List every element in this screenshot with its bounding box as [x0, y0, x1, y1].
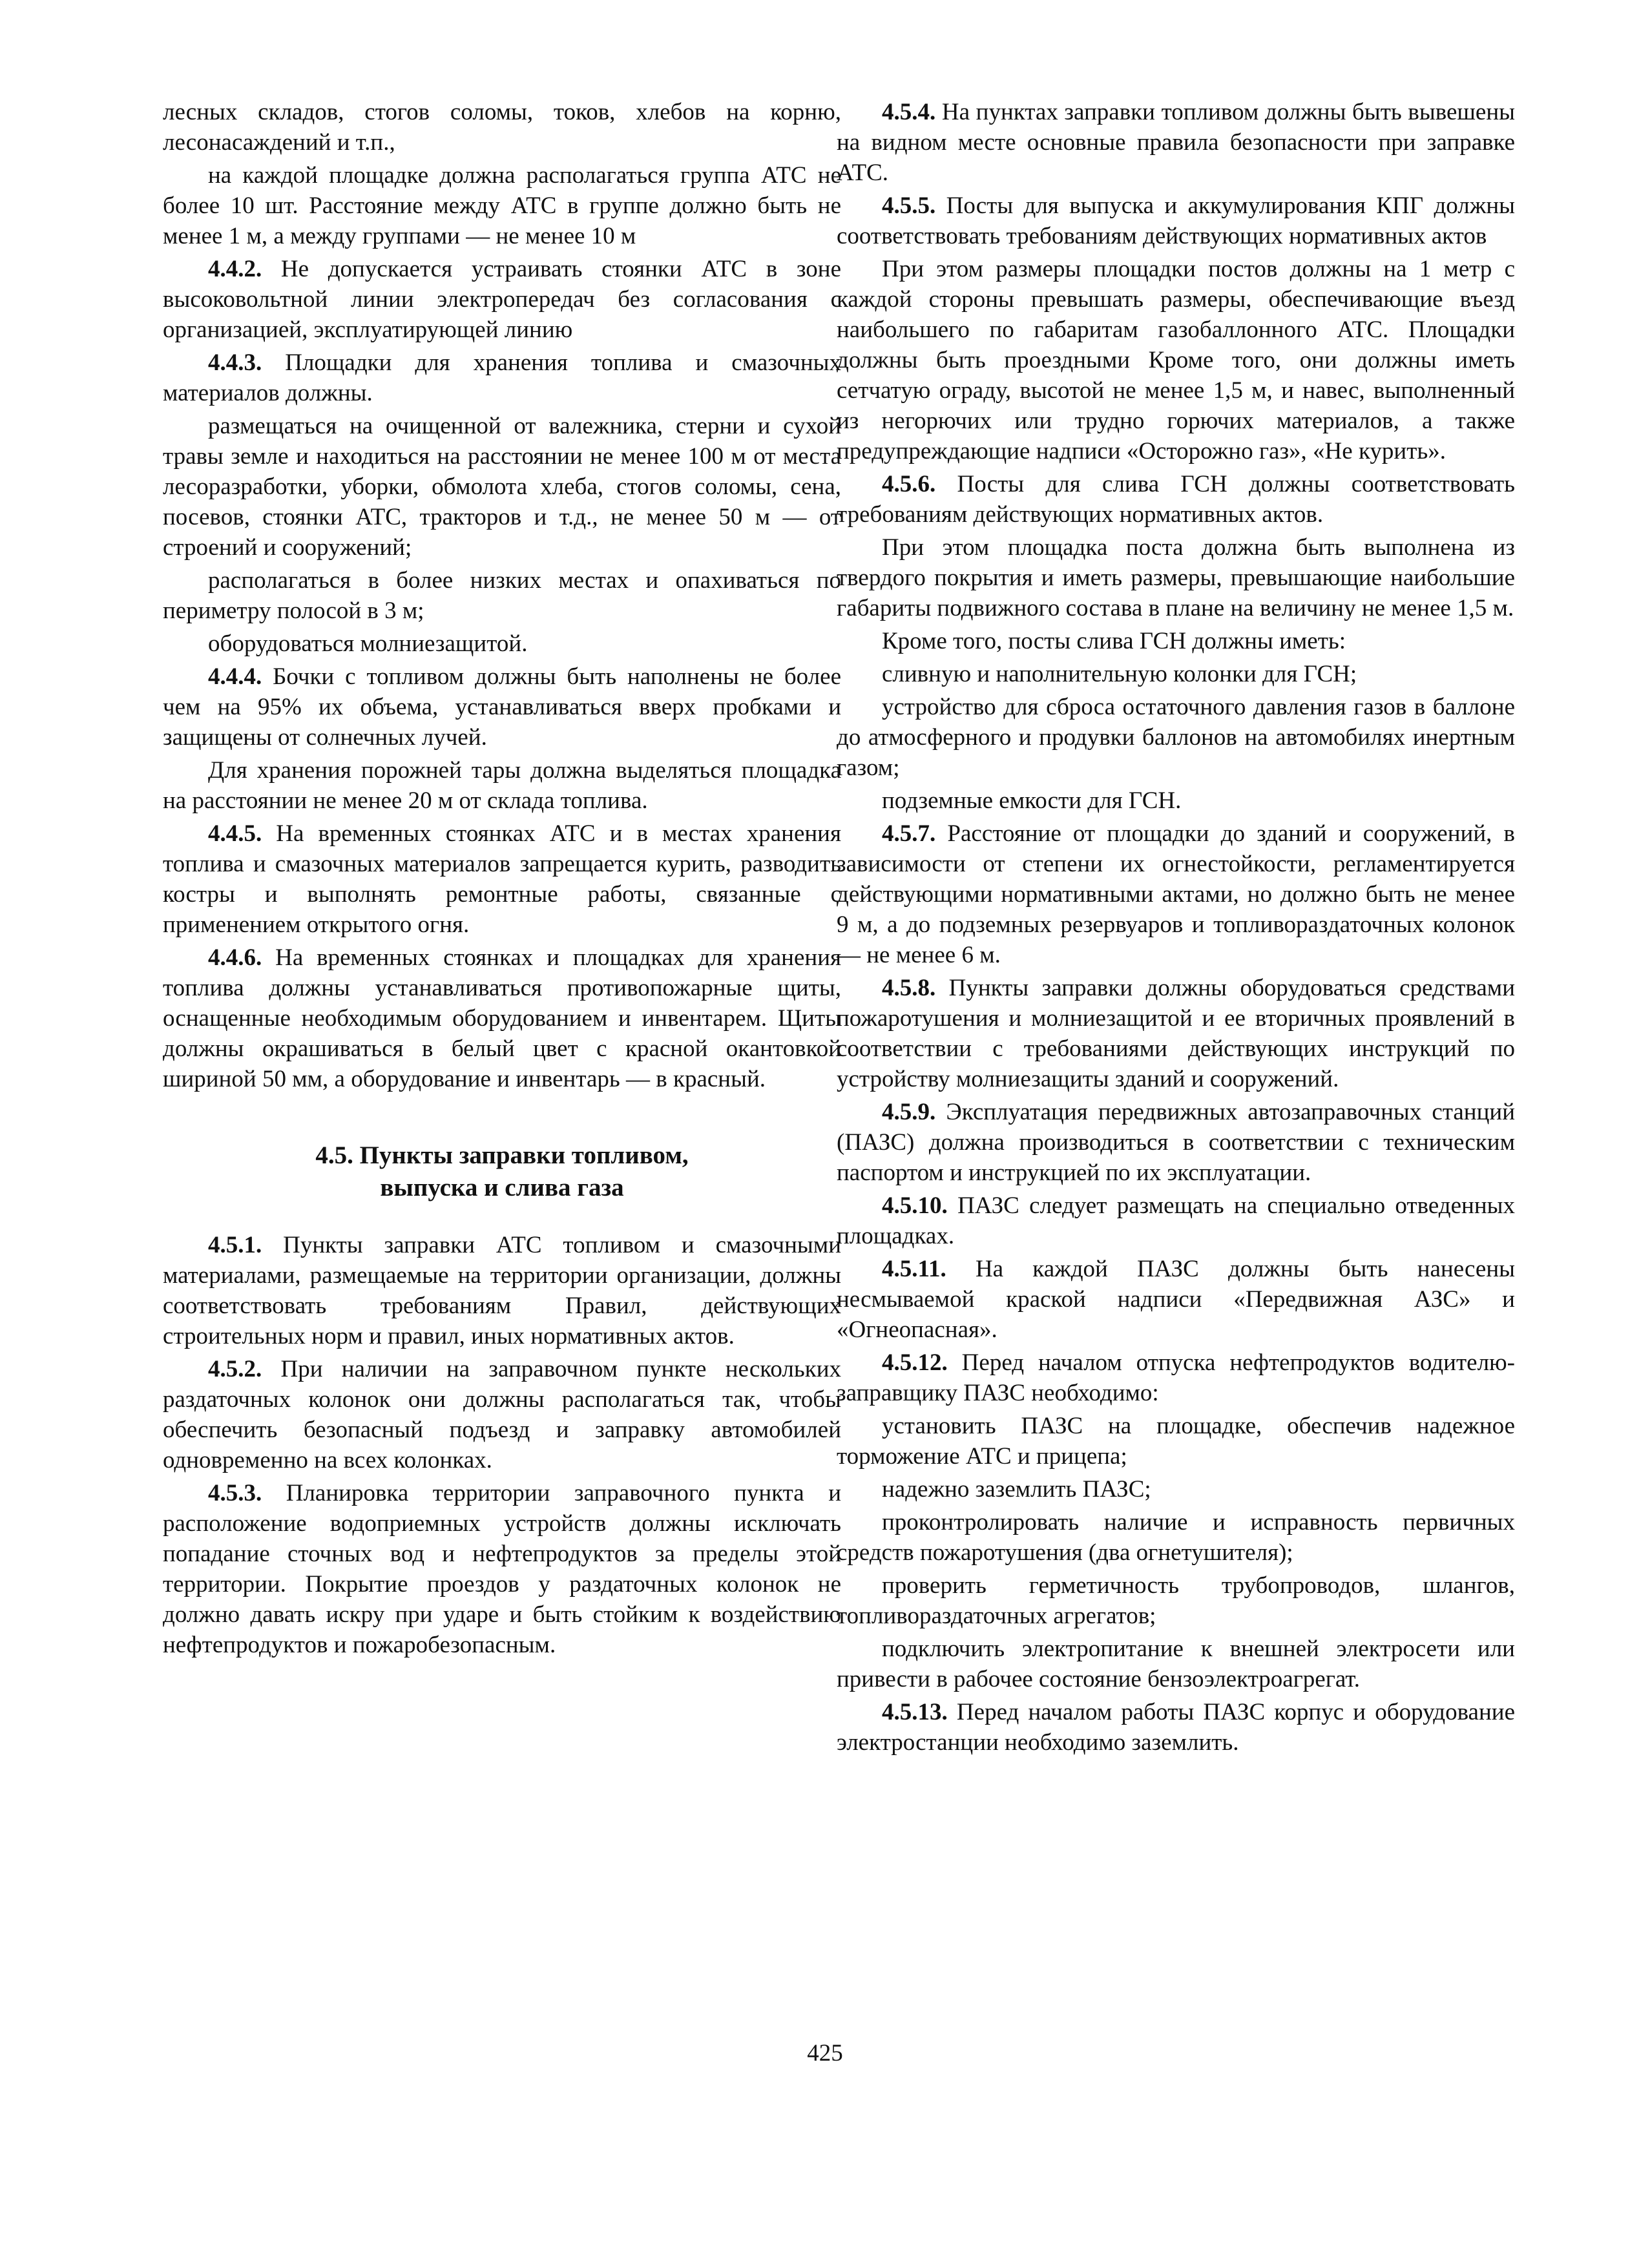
paragraph-text: Пункты заправки АТС топливом и смазочными материалами, размещаемые на территории организации, должны соответствовать требованиям Правил, действующих строительных норм и правил, иных нормативных актов. — [163, 1232, 841, 1349]
clause-number: 4.5.2. — [208, 1356, 262, 1382]
paragraph — [837, 1191, 1515, 1251]
paragraph — [837, 1097, 1515, 1188]
clause-number: 4.5.1. — [208, 1232, 262, 1258]
paragraph — [837, 1507, 1515, 1568]
paragraph — [837, 818, 1515, 970]
paragraph — [837, 659, 1515, 689]
paragraph-text: лесных складов, стогов соломы, токов, хлебов на корню, лесонасаждений и т.п., — [163, 99, 841, 156]
paragraph — [837, 97, 1515, 188]
paragraph-text: Посты для слива ГСН должны соответствовать требованиям действующих нормативных актов. — [837, 471, 1515, 528]
left-column — [163, 97, 841, 1663]
paragraph-text: Посты для выпуска и аккумулирования КПГ должны соответствовать требованиям действующих нормативных актов — [837, 192, 1515, 249]
paragraph-text: ПАЗС следует размещать на специально отведенных площадках. — [837, 1192, 1515, 1249]
paragraph-text: При наличии на заправочном пункте нескольких раздаточных колонок они должны располагаться так, чтобы обеспечить безопасный подъезд и заправку автомобилей одновременно на всех колонках. — [163, 1356, 841, 1473]
paragraph — [163, 97, 841, 158]
paragraph — [837, 1347, 1515, 1408]
paragraph — [163, 629, 841, 659]
paragraph — [837, 254, 1515, 466]
clause-number: 4.5.4. — [882, 99, 936, 125]
paragraph-text: проверить герметичность трубопроводов, шлангов, топливораздаточных агрегатов; — [837, 1572, 1515, 1629]
section-heading-line-2: выпуска и слива газа — [380, 1174, 624, 1202]
paragraph-text: При этом площадка поста должна быть выполнена из твердого покрытия и иметь размеры, превышающие наибольшие габариты подвижного состава в плане на величину не менее 1,5 м. — [837, 534, 1515, 621]
paragraph — [837, 1697, 1515, 1758]
section-heading-line-1: 4.5. Пункты заправки топливом, — [315, 1141, 689, 1169]
paragraph — [163, 818, 841, 940]
clause-number: 4.4.4. — [208, 663, 262, 690]
paragraph-text: сливную и наполнительную колонки для ГСН; — [882, 661, 1357, 687]
paragraph-text: устройство для сброса остаточного давления газов в баллоне до атмосферного и продувки баллонов на автомобилях инертным газом; — [837, 694, 1515, 781]
paragraph-text: На пунктах заправки топливом должны быть вывешены на видном месте основные правила безопасности при заправке АТС. — [837, 99, 1515, 186]
page-number: 425 — [807, 2040, 843, 2066]
clause-number: 4.5.12. — [882, 1349, 948, 1376]
paragraph — [163, 348, 841, 408]
paragraph-text: Площадки для хранения топлива и смазочных материалов должны. — [163, 349, 841, 406]
paragraph-text: установить ПАЗС на площадке, обеспечив надежное торможение АТС и прицепа; — [837, 1413, 1515, 1470]
paragraph-text: Планировка территории заправочного пункта и расположение водоприемных устройств должны исключать попадание сточных вод и нефтепродуктов за пределы этой территории. Покрытие проездов у раздаточных колонок не должно давать искру при ударе и быть стойким к воздействию нефтепродуктов и пожаробезопасным. — [163, 1480, 841, 1658]
paragraph — [837, 1634, 1515, 1694]
right-column — [837, 97, 1515, 1760]
paragraph — [837, 1474, 1515, 1504]
clause-number: 4.5.10. — [882, 1192, 948, 1219]
paragraph-text: Эксплуатация передвижных автозаправочных станций (ПАЗС) должна производиться в соответствии с техническим паспортом и инструкцией по их эксплуатации. — [837, 1099, 1515, 1186]
clause-number: 4.4.3. — [208, 349, 262, 376]
paragraph — [163, 942, 841, 1094]
paragraph — [163, 1354, 841, 1475]
section-heading — [163, 1139, 841, 1204]
paragraph — [163, 1478, 841, 1660]
paragraph-text: На временных стоянках АТС и в местах хранения топлива и смазочных материалов запрещается курить, разводить костры и выполнять ремонтные работы, связанные с применением открытого огня. — [163, 820, 841, 938]
clause-number: 4.5.8. — [882, 975, 936, 1001]
paragraph — [163, 1230, 841, 1351]
paragraph-text: размещаться на очищенной от валежника, стерни и сухой травы земле и находиться на расстоянии не менее 100 м от места лесоразработки, уборки, обмолота хлеба, стогов соломы, сена, посевов, стоянки АТС, тракторов и т.д., не менее 50 м — от строений и сооружений; — [163, 413, 841, 561]
paragraph-text: располагаться в более низких местах и опахиваться по периметру полосой в 3 м; — [163, 567, 841, 624]
paragraph-text: Расстояние от площадки до зданий и сооружений, в зависимости от степени их огнестойкости, регламентируется действующими нормативными актами, но должно быть не менее 9 м, а до подземных резервуаров и топливораздаточных колонок — не менее 6 м. — [837, 820, 1515, 968]
paragraph-text: Не допускается устраивать стоянки АТС в зоне высоковольтной линии электропередач без согласования с организацией, эксплуатирующей линию — [163, 256, 842, 343]
clause-number: 4.4.2. — [208, 256, 262, 282]
clause-number: 4.5.9. — [882, 1099, 936, 1125]
clause-number: 4.4.6. — [208, 944, 262, 971]
clause-number: 4.4.5. — [208, 820, 262, 847]
paragraph — [163, 565, 841, 626]
paragraph — [837, 626, 1515, 656]
right-paragraphs — [837, 97, 1515, 1758]
paragraph — [837, 1254, 1515, 1345]
paragraph-text: Перед началом отпуска нефтепродуктов водителю-заправщику ПАЗС необходимо: — [837, 1349, 1516, 1406]
paragraph-text: На каждой ПАЗС должны быть нанесены несмываемой краской надписи «Передвижная АЗС» и «Огнеопасная». — [837, 1256, 1516, 1343]
paragraph — [837, 532, 1515, 623]
paragraph — [837, 692, 1515, 783]
paragraph — [837, 973, 1515, 1094]
clause-number: 4.5.7. — [882, 820, 936, 847]
paragraph — [163, 254, 841, 345]
paragraph — [163, 661, 841, 753]
paragraph-text: Бочки с топливом должны быть наполнены не более чем на 95% их объема, устанавливаться вверх пробками и защищены от солнечных лучей. — [163, 663, 841, 751]
left-paragraphs — [163, 97, 841, 1094]
paragraph — [837, 1411, 1515, 1472]
paragraph — [837, 191, 1515, 251]
paragraph-text: оборудоваться молниезащитой. — [208, 630, 528, 657]
paragraph-text: Для хранения порожней тары должна выделяться площадка на расстоянии не менее 20 м от склада топлива. — [163, 757, 841, 814]
paragraph-text: подземные емкости для ГСН. — [882, 787, 1182, 814]
paragraph — [163, 755, 841, 816]
paragraph — [163, 411, 841, 563]
paragraph-text: Пункты заправки должны оборудоваться средствами пожаротушения и молниезащитой и ее вторичных проявлений в соответствии с требованиями действующих инструкций по устройству молниезащиты зданий и сооружений. — [837, 975, 1515, 1092]
paragraph-text: На временных стоянках и площадках для хранения топлива должны устанавливаться противопожарные щиты, оснащенные необходимым оборудованием и инвентарем. Щиты должны окрашиваться в белый цвет с красной окантовкой шириной 50 мм, а оборудование и инвентарь — в красный. — [163, 944, 842, 1092]
paragraph — [163, 160, 841, 251]
paragraph — [837, 785, 1515, 816]
paragraph-text: на каждой площадке должна располагаться группа АТС не более 10 шт. Расстояние между АТС в группе должно быть не менее 1 м, а между группами — не менее 10 м — [163, 162, 841, 249]
clause-number: 4.5.3. — [208, 1480, 262, 1506]
paragraph-text: Перед началом работы ПАЗС корпус и оборудование электростанции необходимо заземлить. — [837, 1699, 1516, 1756]
clause-number: 4.5.13. — [882, 1699, 948, 1725]
paragraph-text: Кроме того, посты слива ГСН должны иметь: — [882, 628, 1346, 654]
paragraph-text: При этом размеры площадки постов должны на 1 метр с каждой стороны превышать размеры, обеспечивающие въезд наибольшего по габаритам газобаллонного АТС. Площадки должны быть проездными Кроме того, они должны иметь сетчатую ограду, высотой не менее 1,5 м, и навес, выполненный из негорючих или трудно горючих материалов, а также предупреждающие надписи «Осторожно газ», «Не курить». — [837, 256, 1515, 464]
paragraph — [837, 469, 1515, 530]
paragraph-text: проконтролировать наличие и исправность первичных средств пожаротушения (два огнетушителя); — [837, 1509, 1515, 1566]
left-paragraphs-after-heading — [163, 1230, 841, 1660]
paragraph — [837, 1570, 1515, 1631]
clause-number: 4.5.5. — [882, 192, 936, 219]
clause-number: 4.5.6. — [882, 471, 936, 497]
paragraph-text: подключить электропитание к внешней электросети или привести в рабочее состояние бензоэлектроагрегат. — [837, 1636, 1515, 1692]
paragraph-text: надежно заземлить ПАЗС; — [882, 1476, 1151, 1503]
clause-number: 4.5.11. — [882, 1256, 946, 1282]
